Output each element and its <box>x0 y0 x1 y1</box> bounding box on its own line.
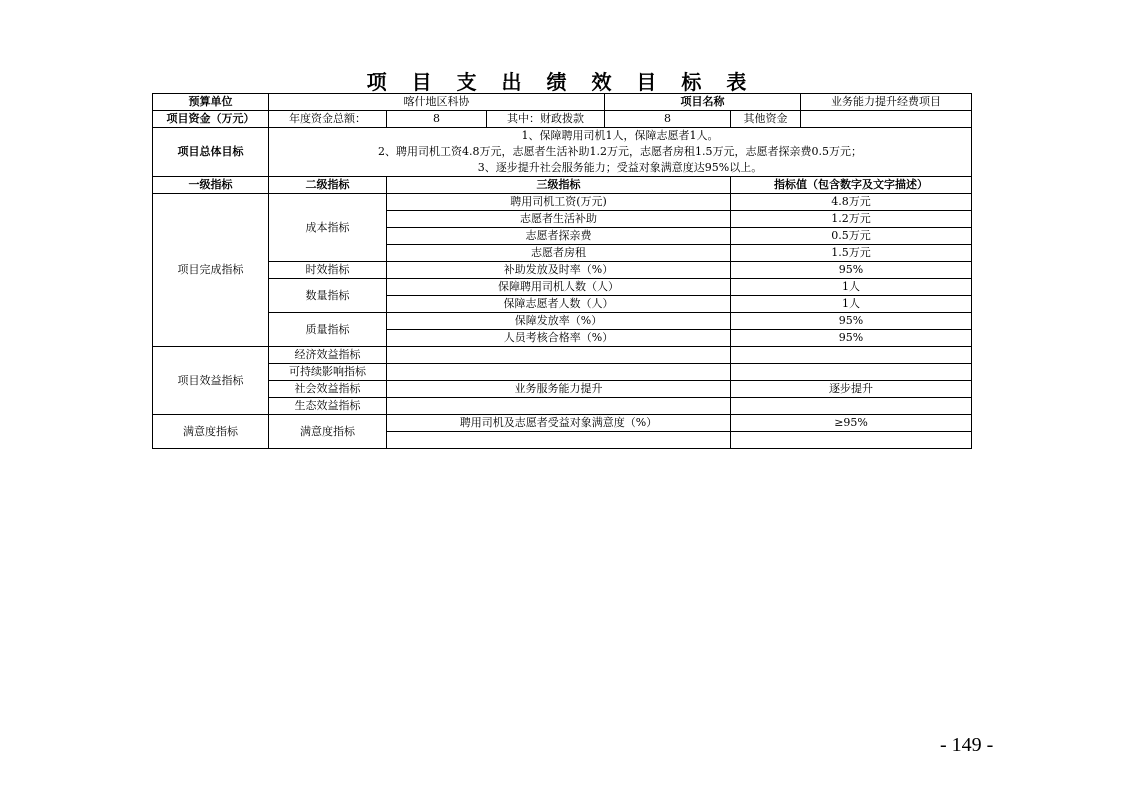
indicator-value: 0.5万元 <box>731 228 972 245</box>
goal-line: 3、逐步提升社会服务能力；受益对象满意度达95%以上。 <box>477 161 763 174</box>
level1-completion: 项目完成指标 <box>153 194 269 347</box>
indicator-value: 1.2万元 <box>731 211 972 228</box>
budget-unit-label: 预算单位 <box>153 94 269 111</box>
project-name-label: 项目名称 <box>605 94 801 111</box>
level1-benefit: 项目效益指标 <box>153 347 269 415</box>
table-row <box>153 313 972 330</box>
table-row <box>153 364 972 381</box>
level2-cost: 成本指标 <box>269 194 387 262</box>
indicator-name <box>387 347 731 364</box>
table-row <box>153 347 972 364</box>
goals-label: 项目总体目标 <box>153 128 269 177</box>
other-funds-label: 其他资金 <box>731 111 801 128</box>
indicator-value: 4.8万元 <box>731 194 972 211</box>
indicator-value: 95% <box>731 330 972 347</box>
level2-header: 二级指标 <box>269 177 387 194</box>
level2-ecological: 生态效益指标 <box>269 398 387 415</box>
other-funds-value <box>801 111 972 128</box>
page-title: 项 目 支 出 绩 效 目 标 表 <box>366 70 756 94</box>
annual-total-label: 年度资金总额： <box>269 111 387 128</box>
indicator-name: 人员考核合格率（%） <box>387 330 731 347</box>
indicator-name <box>387 398 731 415</box>
indicator-value <box>731 398 972 415</box>
indicator-value: ≥95% <box>731 415 972 432</box>
indicator-value: 1.5万元 <box>731 245 972 262</box>
indicator-value: 1人 <box>731 296 972 313</box>
annual-total-value: 8 <box>387 111 487 128</box>
indicator-value: 95% <box>731 262 972 279</box>
indicator-name: 志愿者探亲费 <box>387 228 731 245</box>
indicator-name: 聘用司机及志愿者受益对象满意度（%） <box>387 415 731 432</box>
indicator-name: 保障志愿者人数（人） <box>387 296 731 313</box>
table-row <box>153 262 972 279</box>
level2-quality: 质量指标 <box>269 313 387 347</box>
fiscal-label: 其中：财政拨款 <box>487 111 605 128</box>
indicator-value <box>731 432 972 449</box>
goal-line: 1、保障聘用司机1人，保障志愿者1人。 <box>521 129 719 142</box>
goal-line: 2、聘用司机工资4.8万元，志愿者生活补助1.2万元，志愿者房租1.5万元，志愿者探亲费0.5万元； <box>378 145 862 158</box>
budget-unit-value: 喀什地区科协 <box>269 94 605 111</box>
performance-table <box>152 93 972 449</box>
level2-satisfaction: 满意度指标 <box>269 415 387 449</box>
indicator-value: 逐步提升 <box>731 381 972 398</box>
level1-header: 一级指标 <box>153 177 269 194</box>
page-number: - 149 - <box>940 734 994 756</box>
indicator-name: 保障聘用司机人数（人） <box>387 279 731 296</box>
indicator-name: 业务服务能力提升 <box>387 381 731 398</box>
goals-row <box>153 128 972 177</box>
table-row <box>153 194 972 211</box>
table-row <box>153 381 972 398</box>
indicator-value: 95% <box>731 313 972 330</box>
goals-text <box>269 128 972 177</box>
indicator-name <box>387 364 731 381</box>
table-row <box>153 279 972 296</box>
table-row <box>153 398 972 415</box>
fiscal-value: 8 <box>605 111 731 128</box>
project-name-value: 业务能力提升经费项目 <box>801 94 972 111</box>
indicator-name: 补助发放及时率（%） <box>387 262 731 279</box>
value-header: 指标值（包含数字及文字描述） <box>731 177 972 194</box>
level2-timeliness: 时效指标 <box>269 262 387 279</box>
table-row <box>153 415 972 432</box>
indicator-name: 保障发放率（%） <box>387 313 731 330</box>
level2-sustainable: 可持续影响指标 <box>269 364 387 381</box>
indicator-value <box>731 364 972 381</box>
indicator-name <box>387 432 731 449</box>
level1-satisfaction: 满意度指标 <box>153 415 269 449</box>
funds-row <box>153 111 972 128</box>
indicator-value: 1人 <box>731 279 972 296</box>
level2-economic: 经济效益指标 <box>269 347 387 364</box>
level2-quantity: 数量指标 <box>269 279 387 313</box>
column-header-row <box>153 177 972 194</box>
indicator-name: 聘用司机工资(万元) <box>387 194 731 211</box>
level2-social: 社会效益指标 <box>269 381 387 398</box>
budget-unit-row <box>153 94 972 111</box>
indicator-name: 志愿者生活补助 <box>387 211 731 228</box>
indicator-name: 志愿者房租 <box>387 245 731 262</box>
indicator-value <box>731 347 972 364</box>
funds-label: 项目资金（万元） <box>153 111 269 128</box>
level3-header: 三级指标 <box>387 177 731 194</box>
